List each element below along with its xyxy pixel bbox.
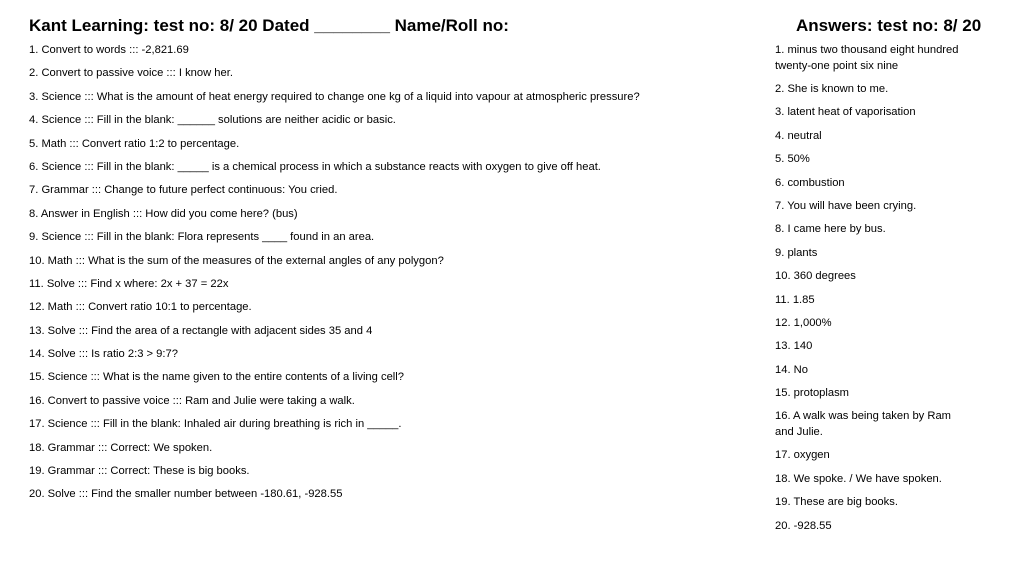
question-item: 20. Solve ::: Find the smaller number between -180.61, -928.55	[29, 488, 343, 501]
answer-item: 14. No	[775, 363, 808, 376]
question-item: 8. Answer in English ::: How did you come here? (bus)	[29, 207, 298, 220]
answer-item: 13. 140	[775, 340, 813, 353]
question-item: 19. Grammar ::: Correct: These is big books.	[29, 465, 250, 478]
answer-item: 20. -928.55	[775, 519, 832, 532]
question-item: 1. Convert to words ::: -2,821.69	[29, 44, 189, 56]
answer-item: 1. minus two thousand eight hundred twenty-one point six nine	[775, 44, 959, 72]
question-item: 16. Convert to passive voice ::: Ram and Julie were taking a walk.	[29, 394, 355, 407]
answer-item: 4. neutral	[775, 129, 822, 142]
answer-item: 7. You will have been crying.	[775, 199, 917, 212]
question-item: 15. Science ::: What is the name given to the entire contents of a living cell?	[29, 371, 404, 384]
answer-item: 2. She is known to me.	[775, 82, 889, 95]
question-item: 3. Science ::: What is the amount of heat energy required to change one kg of a liquid into vapour at atmospheric pressure?	[29, 90, 640, 103]
answer-item: 12. 1,000%	[775, 316, 832, 329]
answer-item: 5. 50%	[775, 153, 810, 166]
question-item: 14. Solve ::: Is ratio 2:3 > 9:7?	[29, 348, 178, 361]
question-item: 13. Solve ::: Find the area of a rectangle with adjacent sides 35 and 4	[29, 324, 373, 337]
question-item: 6. Science ::: Fill in the blank: _____ is a chemical process in which a substance reacts with oxygen to give off heat.	[29, 160, 601, 173]
question-item: 12. Math ::: Convert ratio 10:1 to percentage.	[29, 301, 252, 314]
question-item: 17. Science ::: Fill in the blank: Inhaled air during breathing is rich in _____.	[29, 418, 402, 431]
answer-item: 3. latent heat of vaporisation	[775, 106, 916, 119]
question-item: 7. Grammar ::: Change to future perfect continuous: You cried.	[29, 184, 338, 197]
questions-list	[29, 43, 749, 511]
answer-item: 8. I came here by bus.	[775, 223, 886, 236]
question-item: 9. Science ::: Fill in the blank: Flora represents ____ found in an area.	[29, 231, 375, 244]
answer-item: 6. combustion	[775, 176, 845, 189]
answer-item: 19. These are big books.	[775, 496, 898, 509]
question-item: 11. Solve ::: Find x where: 2x + 37 = 22x	[29, 277, 229, 290]
answers-title: Answers: test no: 8/ 20	[796, 16, 982, 35]
question-item: 10. Math ::: What is the sum of the measures of the external angles of any polygon?	[29, 254, 444, 267]
answers-list	[775, 43, 965, 542]
answer-item: 17. oxygen	[775, 449, 830, 462]
answer-item: 15. protoplasm	[775, 387, 850, 400]
question-item: 4. Science ::: Fill in the blank: ______ solutions are neither acidic or basic.	[29, 114, 396, 127]
question-item: 18. Grammar ::: Correct: We spoken.	[29, 441, 213, 454]
test-title: Kant Learning: test no: 8/ 20 Dated ________ Name/Roll no:	[29, 16, 509, 35]
answer-item: 10. 360 degrees	[775, 270, 856, 283]
answer-item: 18. We spoke. / We have spoken.	[775, 472, 942, 485]
answer-item: 9. plants	[775, 246, 818, 259]
answer-item: 11. 1.85	[775, 293, 815, 306]
question-item: 2. Convert to passive voice ::: I know her.	[29, 67, 233, 80]
question-item: 5. Math ::: Convert ratio 1:2 to percentage.	[29, 137, 240, 150]
answer-item: 16. A walk was being taken by Ram and Julie.	[775, 410, 951, 439]
